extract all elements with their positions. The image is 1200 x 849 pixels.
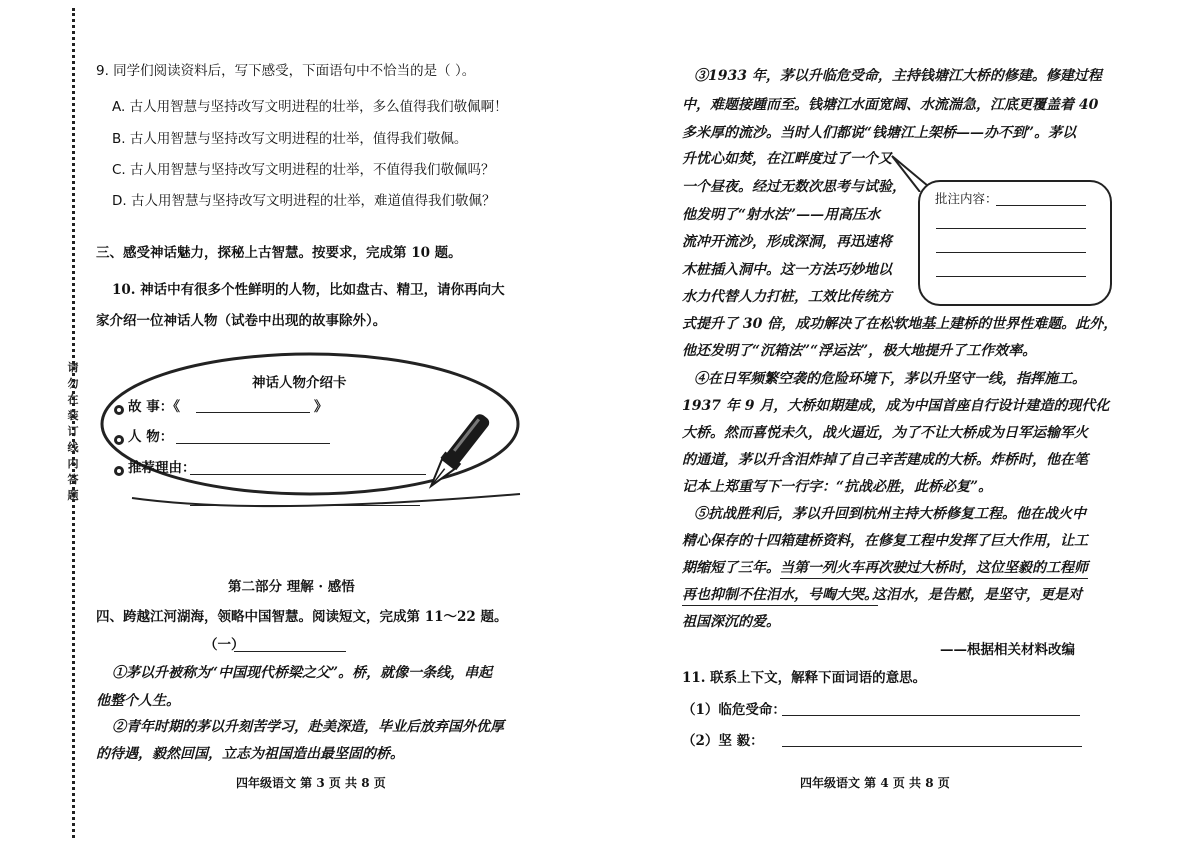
passage-number: （一） (204, 637, 245, 653)
annotation-line-2[interactable] (936, 228, 1086, 229)
bullet-icon (113, 401, 125, 420)
para-4-line-1: ④在日军频繁空袭的危险环境下，茅以升坚守一线，指挥施工。 (694, 371, 1086, 387)
binding-notice: 请勿在装订线内答题 (67, 361, 79, 502)
story-end-bracket: 》 (314, 399, 328, 415)
q10-line-1: 10. 神话中有很多个性鲜明的人物，比如盘古、精卫，请你再向大 (112, 282, 505, 298)
para-3-line-3: 多米厚的流沙。当时人们都说“钱塘江上架桥——办不到”。茅以 (682, 125, 1077, 141)
para-3-line-2: 中，难题接踵而至。钱塘江水面宽阔、水流湍急，江底更覆盖着 40 (682, 97, 1099, 113)
para-3-line-7: 流冲开流沙，形成深洞，再迅速将 (682, 234, 892, 250)
annotation-line-4[interactable] (936, 276, 1086, 277)
para-3-line-1: ③1933 年，茅以升临危受命，主持钱塘江大桥的修建。修建过程 (694, 68, 1102, 84)
pen-icon (418, 402, 500, 502)
section-4-heading: 四、跨越江河湖海，领略中国智慧。阅读短文，完成第 11～22 题。 (96, 609, 508, 625)
right-page-footer: 四年级语文 第 4 页 共 8 页 (800, 776, 950, 790)
para-2-line-2: 的待遇，毅然回国，立志为祖国造出最坚固的桥。 (96, 746, 404, 762)
para-3-line-10: 式提升了 30 倍，成功解决了在松软地基上建桥的世界性难题。此外， (682, 316, 1118, 332)
q11-2-label: （2）坚 毅： (682, 733, 764, 749)
para-3-line-4: 升忧心如焚，在江畔度过了一个又 (682, 151, 892, 167)
para-4-line-5: 记本上郑重写下一行字：“抗战必胜，此桥必复”。 (682, 479, 993, 495)
para-5-line-2: 精心保存的十四箱建桥资料，在修复工程中发挥了巨大作用，让工 (682, 533, 1088, 549)
reason-answer-line-1[interactable] (190, 474, 426, 475)
para-5-line-3a: 期缩短了三年。 (682, 560, 780, 576)
underlined-sentence-part-1: 当第一列火车再次驶过大桥时，这位坚毅的工程师 (780, 559, 1088, 579)
q11-stem: 11. 联系上下文，解释下面词语的意思。 (682, 670, 927, 686)
bullet-icon (113, 462, 125, 481)
reason-label: 推荐理由： (128, 460, 196, 476)
q9-stem: 9. 同学们阅读资料后，写下感受，下面语句中不恰当的是（ ）。 (96, 63, 476, 79)
para-4-line-3: 大桥。然而喜悦未久，战火逼近，为了不让大桥成为日军运输军火 (682, 425, 1088, 441)
card-title: 神话人物介绍卡 (252, 375, 347, 391)
para-1-line-2: 他整个人生。 (96, 693, 180, 709)
para-4-line-4: 的通道，茅以升含泪炸掉了自己辛苦建成的大桥。炸桥时，他在笔 (682, 452, 1088, 468)
story-label: 故 事：《 (128, 399, 180, 415)
source-note: ——根据相关材料改编 (940, 642, 1075, 658)
para-3-line-9: 水力代替人力打桩，工效比传统方 (682, 289, 892, 305)
q11-2-answer-line[interactable] (782, 746, 1082, 747)
para-3-line-6: 他发明了“射水法”——用高压水 (682, 207, 881, 223)
para-1-line-1: ①茅以升被称为“中国现代桥梁之父”。桥，就像一条线，串起 (112, 665, 493, 681)
annotation-line-3[interactable] (936, 252, 1086, 253)
reason-answer-line-2[interactable] (190, 505, 420, 506)
part-2-heading: 第二部分 理解 · 感悟 (228, 579, 355, 595)
bullet-icon (113, 431, 125, 450)
q11-1-label: （1）临危受命： (682, 702, 786, 718)
person-label: 人 物： (128, 429, 174, 445)
q9-option-c[interactable]: C. 古人用智慧与坚持改写文明进程的壮举，不值得我们敬佩吗？ (112, 162, 495, 178)
q9-option-d[interactable]: D. 古人用智慧与坚持改写文明进程的壮举，难道值得我们敬佩？ (112, 193, 496, 209)
person-answer-line[interactable] (176, 443, 330, 444)
para-5-line-1: ⑤抗战胜利后，茅以升回到杭州主持大桥修复工程。他在战火中 (694, 506, 1086, 522)
para-4-line-2: 1937 年 9 月，大桥如期建成，成为中国首座自行设计建造的现代化 (682, 398, 1110, 414)
passage-title-line[interactable] (234, 651, 346, 652)
annotation-line-1[interactable] (996, 205, 1086, 206)
para-2-line-1: ②青年时期的茅以升刻苦学习，赴美深造，毕业后放弃国外优厚 (112, 719, 504, 735)
para-3-line-11: 他还发明了“沉箱法”“浮运法”，极大地提升了工作效率。 (682, 343, 1037, 359)
para-5-line-4b: 这泪水，是告慰，是坚守，更是对 (872, 587, 1082, 603)
left-page-footer: 四年级语文 第 3 页 共 8 页 (236, 776, 386, 790)
story-answer-line[interactable] (196, 412, 310, 413)
annotation-label: 批注内容： (935, 191, 998, 206)
para-3-line-8: 木桩插入洞中。这一方法巧妙地以 (682, 262, 892, 278)
para-3-line-5: 一个昼夜。经过无数次思考与试验， (682, 179, 906, 195)
q11-1-answer-line[interactable] (782, 715, 1080, 716)
section-3-heading: 三、感受神话魅力，探秘上古智慧。按要求，完成第 10 题。 (96, 245, 462, 261)
para-5-line-5: 祖国深沉的爱。 (682, 614, 780, 630)
q10-line-2: 家介绍一位神话人物（试卷中出现的故事除外）。 (96, 313, 387, 329)
underlined-sentence-part-2: 再也抑制不住泪水，号啕大哭。 (682, 586, 878, 606)
q9-option-a[interactable]: A. 古人用智慧与坚持改写文明进程的壮举，多么值得我们敬佩啊！ (112, 99, 508, 115)
q9-option-b[interactable]: B. 古人用智慧与坚持改写文明进程的壮举，值得我们敬佩。 (112, 131, 468, 147)
